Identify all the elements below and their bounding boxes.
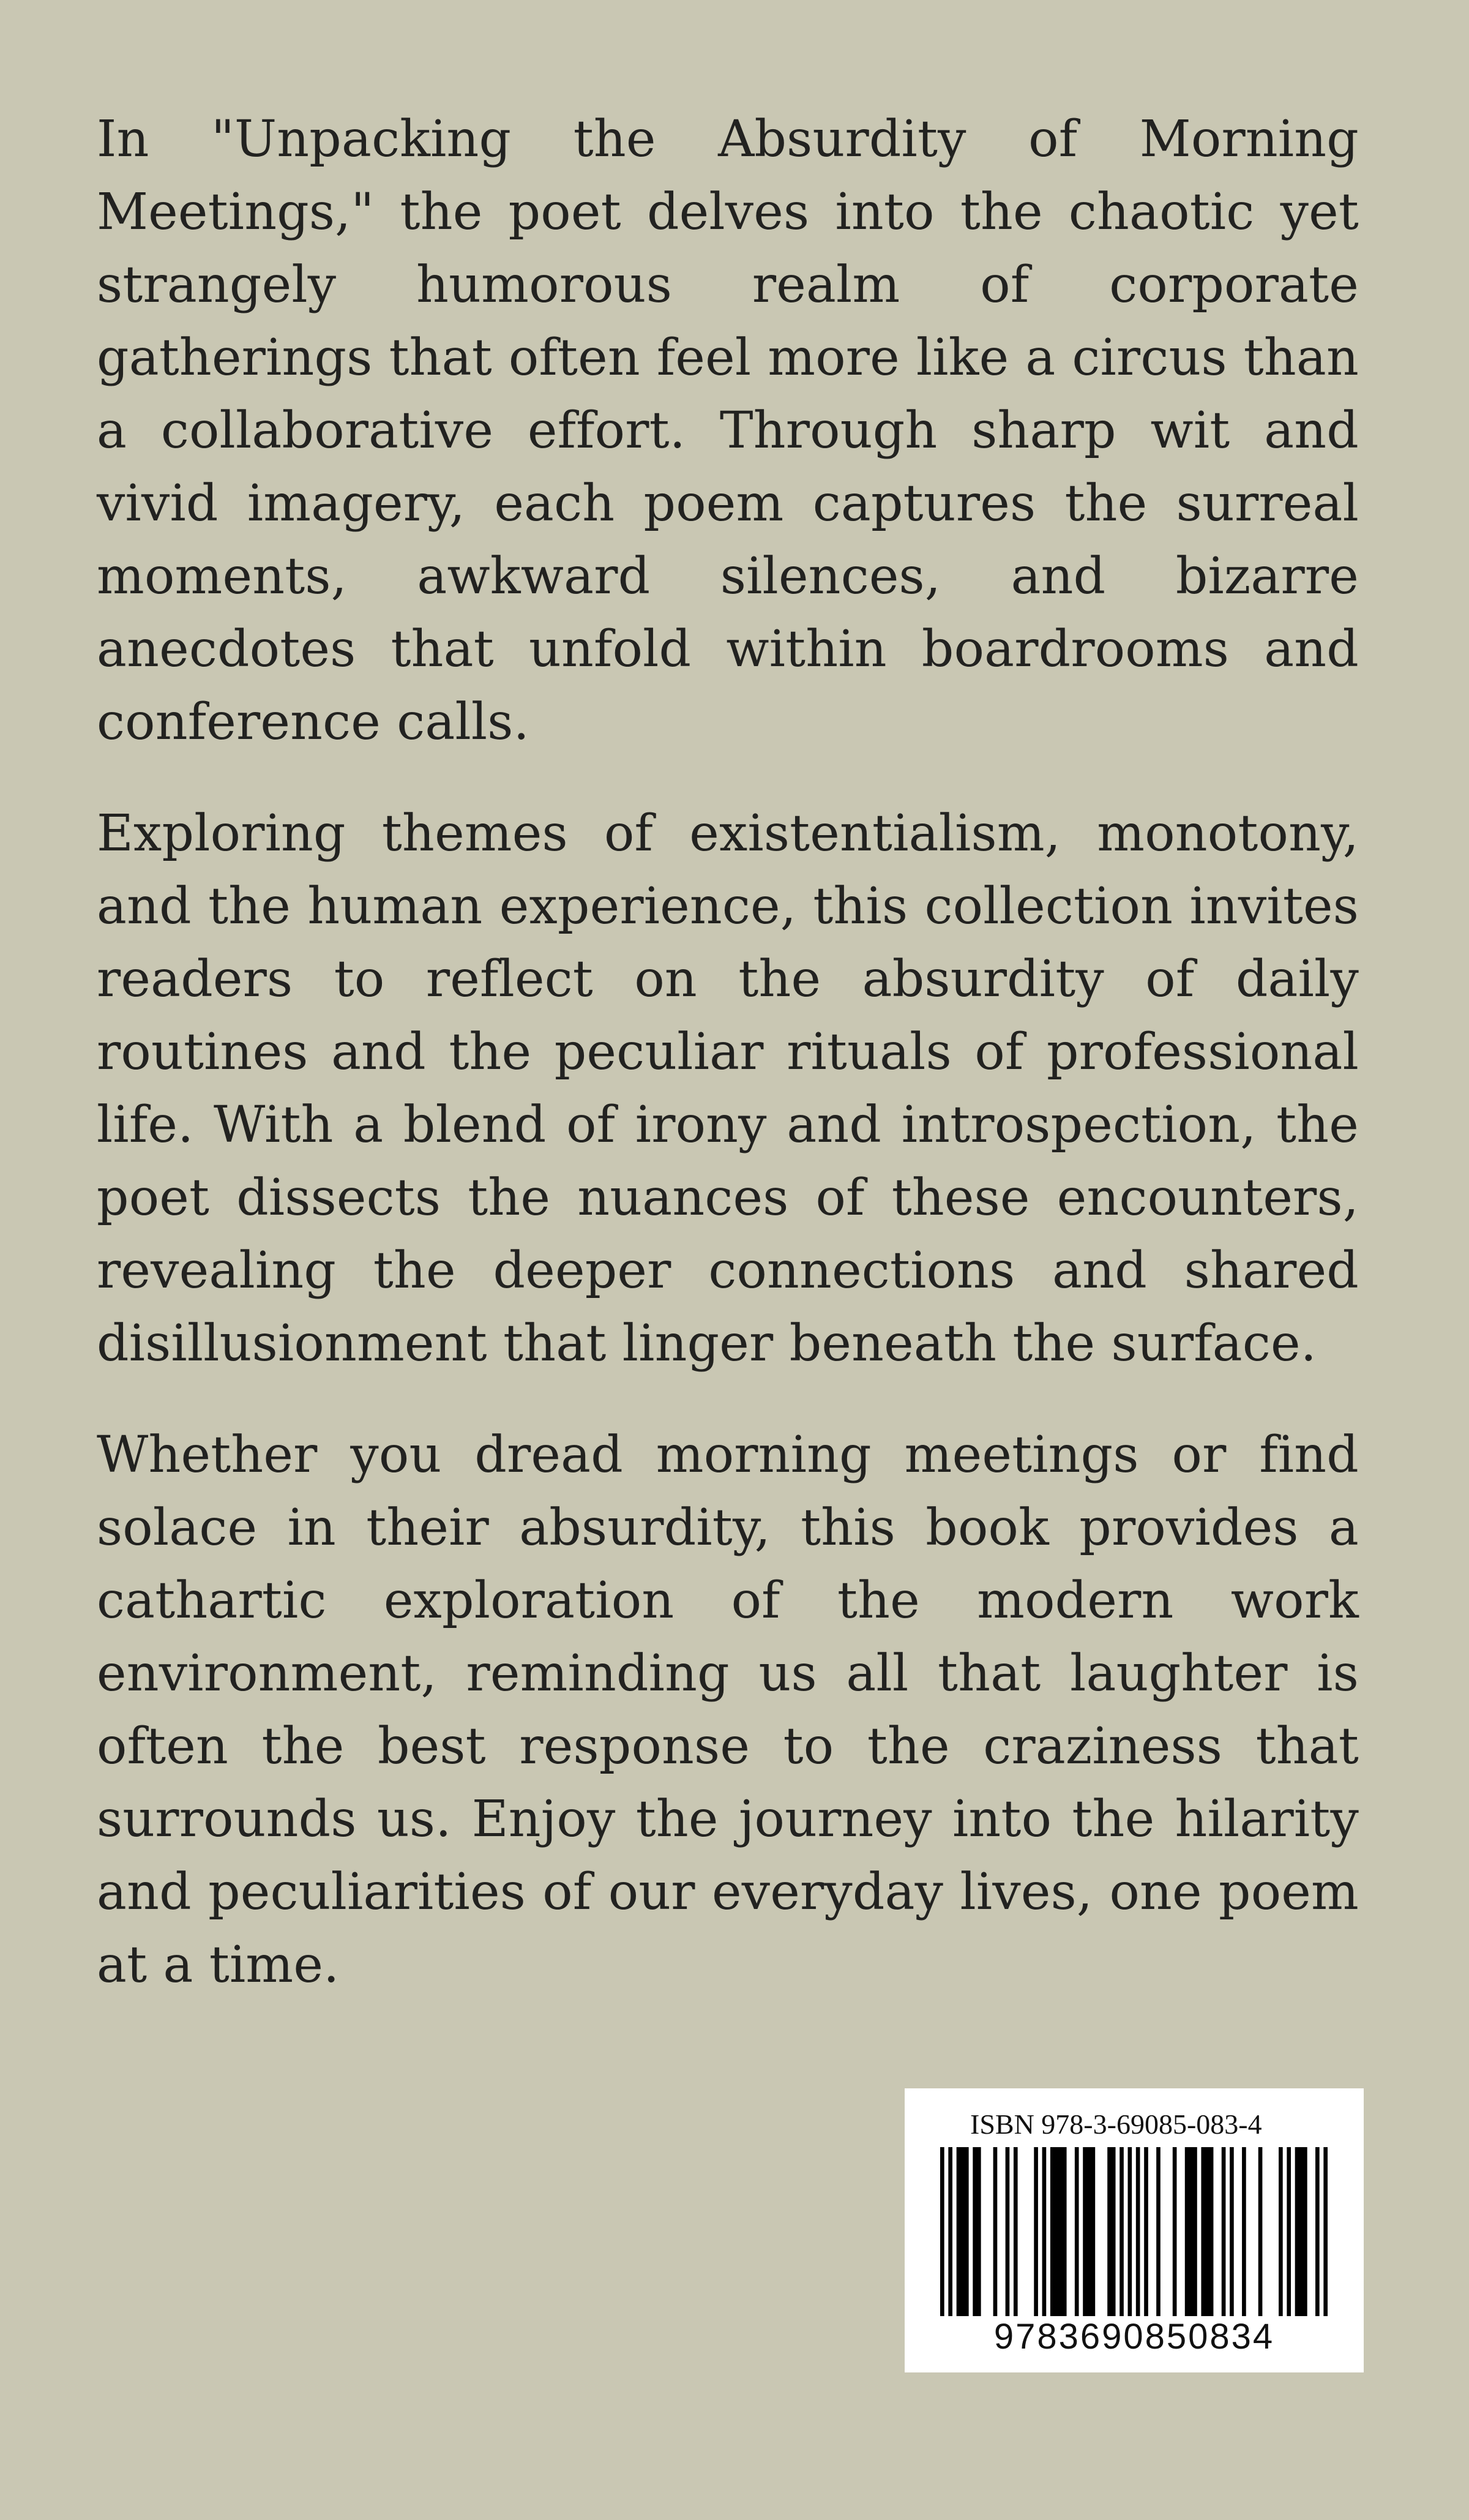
barcode-bar: [1156, 2147, 1161, 2316]
barcode-bar: [957, 2147, 969, 2316]
blurb-paragraph-3: Whether you dread morning meetings or find solace in their absurdity, this book provides a cathartic exploration of the modern work environment, reminding us all that laughter is often the best response to the craziness that surrounds us. Enjoy the journey into the hilarity and peculiarities of our everyday lives, one poem at a time.: [97, 1426, 1359, 1994]
barcode-bar: [948, 2147, 952, 2316]
barcode-bar: [1287, 2147, 1291, 2316]
barcode-icon: [940, 2147, 1328, 2316]
barcode-bar: [1042, 2147, 1047, 2316]
barcode-bar: [1075, 2147, 1079, 2316]
barcode-bar: [1279, 2147, 1283, 2316]
barcode-bar: [1323, 2147, 1328, 2316]
isbn-barcode-box: [905, 2088, 1364, 2372]
barcode-bar: [1136, 2147, 1140, 2316]
barcode-bar: [1050, 2147, 1067, 2316]
barcode-bar: [1083, 2147, 1095, 2316]
barcode-bar: [1173, 2147, 1177, 2316]
barcode-bar: [1107, 2147, 1115, 2316]
barcode-bar: [940, 2147, 944, 2316]
barcode-bar: [1242, 2147, 1246, 2316]
barcode-digits: 9783690850834: [993, 2317, 1275, 2357]
barcode-bar: [1034, 2147, 1038, 2316]
barcode-bar: [1295, 2147, 1307, 2316]
isbn-label: ISBN 978-3-69085-083-4: [970, 2109, 1262, 2140]
barcode-bar: [1014, 2147, 1018, 2316]
barcode-bar: [993, 2147, 998, 2316]
barcode-bar: [1185, 2147, 1197, 2316]
blurb-paragraph-2: Exploring themes of existentialism, monotony, and the human experience, this collection invites readers to reflect on the absurdity of daily routines and the peculiar rituals of professional life. With a blend of irony and introspection, the poet dissects the nuances of these encounters, revealing the deeper connections and shared disillusionment that linger beneath the surface.: [97, 804, 1359, 1373]
barcode-bar: [1230, 2147, 1234, 2316]
barcode-bar: [1128, 2147, 1132, 2316]
blurb-paragraph-1: In "Unpacking the Absurdity of Morning Meetings," the poet delves into the chaotic yet strangely humorous realm of corporate gatherings that often feel more like a circus than a collaborative effort. Through sharp wit and vivid imagery, each poem captures the surreal moments, awkward silences, and bizarre anecdotes that unfold within boardrooms and conference calls.: [97, 110, 1359, 751]
barcode-bar: [1144, 2147, 1148, 2316]
barcode-bar: [1006, 2147, 1010, 2316]
barcode-bar: [1201, 2147, 1213, 2316]
barcode-bar: [1315, 2147, 1320, 2316]
barcode-bar: [1120, 2147, 1124, 2316]
barcode-bar: [1258, 2147, 1263, 2316]
book-blurb: [97, 103, 1359, 2040]
barcode-bar: [1222, 2147, 1226, 2316]
barcode-bar: [973, 2147, 981, 2316]
